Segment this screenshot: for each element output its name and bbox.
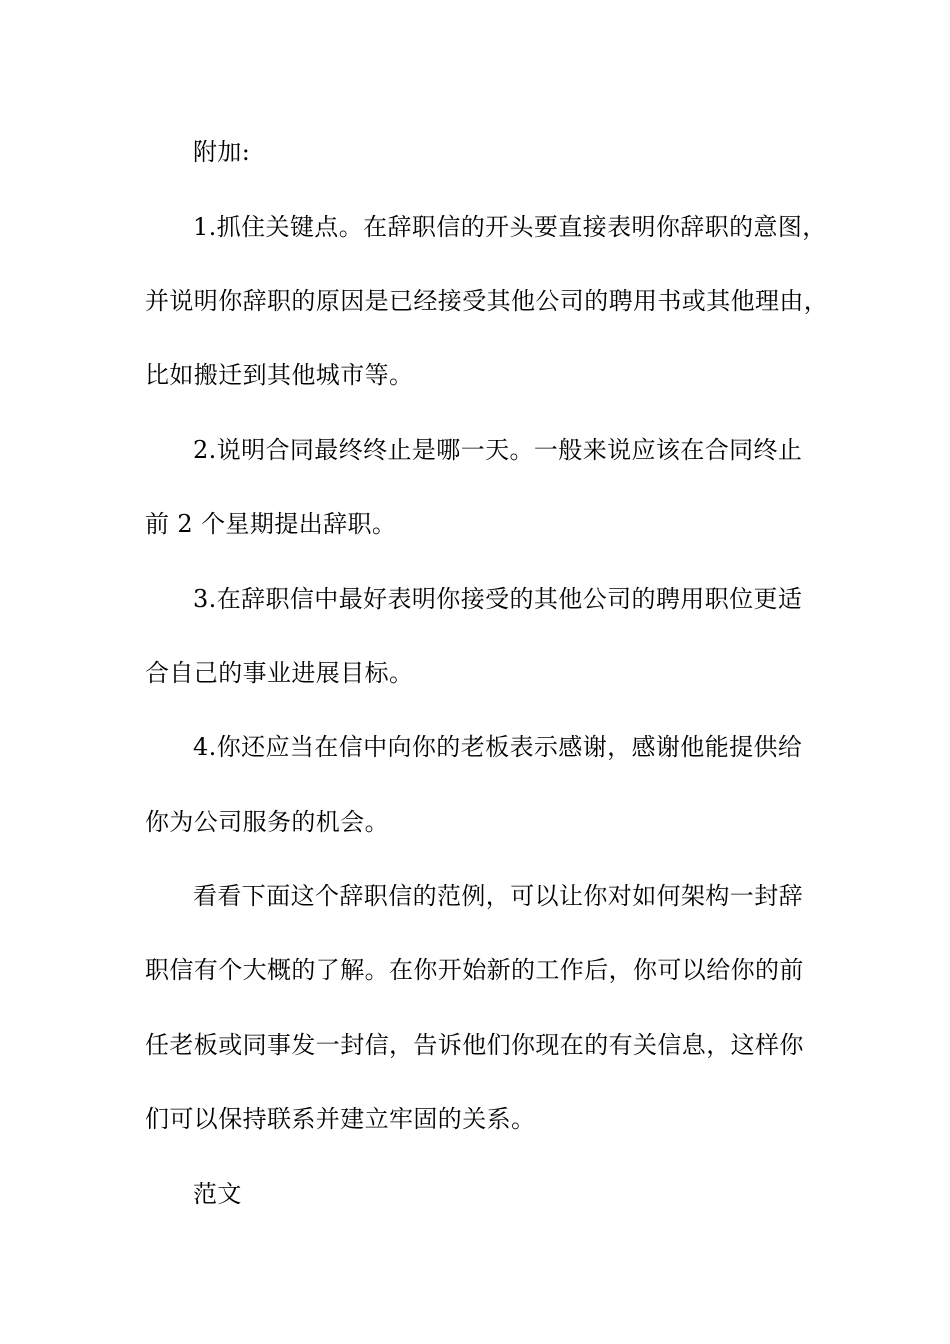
text-line: 看看下面这个辞职信的范例，可以让你对如何架构一封辞 <box>193 882 803 910</box>
section-heading-appendix: 附加: <box>193 138 251 166</box>
text-line: 前 2 个星期提出辞职。 <box>145 510 397 538</box>
text-line: 们可以保持联系并建立牢固的关系。 <box>145 1105 536 1133</box>
text-line: 比如搬迁到其他城市等。 <box>145 361 414 389</box>
text-line: 你为公司服务的机会。 <box>145 808 389 836</box>
text-line: 1.抓住关键点。在辞职信的开头要直接表明你辞职的意图， <box>193 213 827 241</box>
text-line: 并说明你辞职的原因是已经接受其他公司的聘用书或其他理由， <box>145 287 829 315</box>
text-line: 4.你还应当在信中向你的老板表示感谢，感谢他能提供给 <box>193 733 803 761</box>
text-line: 合自己的事业进展目标。 <box>145 659 414 687</box>
text-line: 2.说明合同最终终止是哪一天。一般来说应该在合同终止 <box>193 436 803 464</box>
section-heading-sample: 范文 <box>193 1180 242 1208</box>
text-line: 任老板或同事发一封信，告诉他们你现在的有关信息，这样你 <box>145 1031 804 1059</box>
text-line: 3.在辞职信中最好表明你接受的其他公司的聘用职位更适 <box>193 585 803 613</box>
text-line: 职信有个大概的了解。在你开始新的工作后，你可以给你的前 <box>145 956 804 984</box>
